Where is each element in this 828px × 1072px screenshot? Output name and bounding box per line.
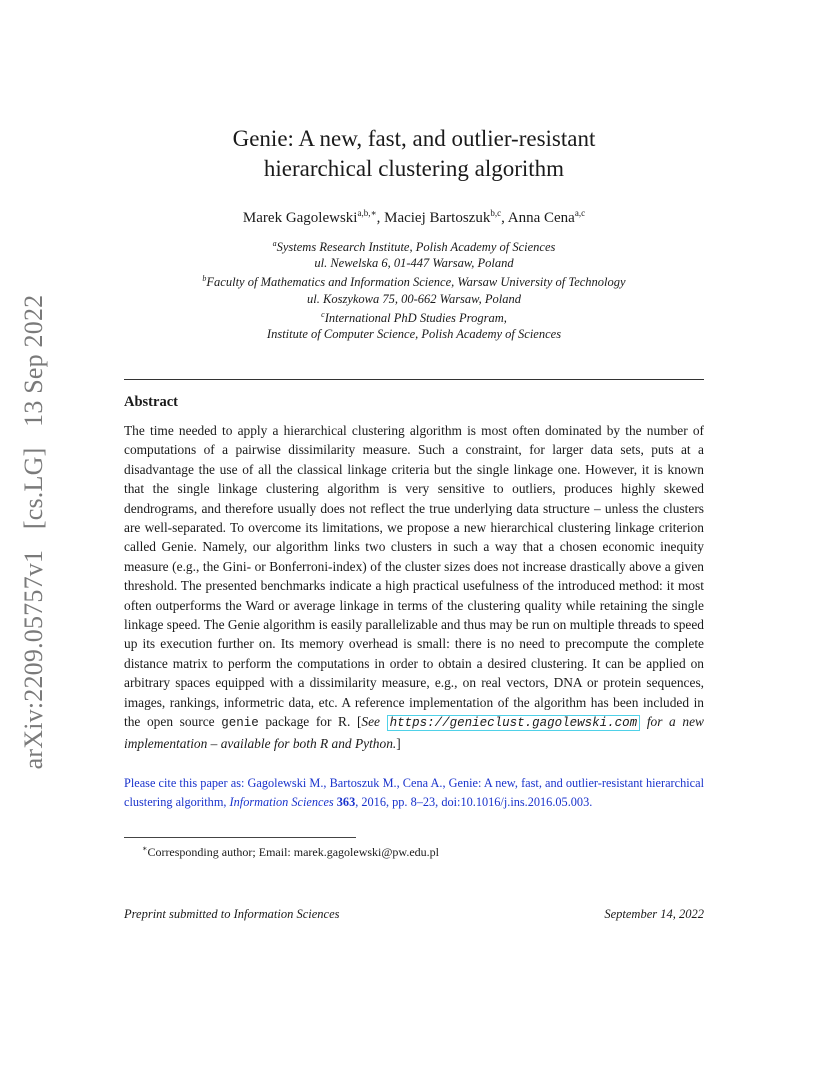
citation-volume: 363 <box>336 795 356 810</box>
author-list <box>124 203 704 228</box>
affiliation-line: ul. Newelska 6, 01-447 Warsaw, Poland <box>314 256 514 271</box>
abstract-tail: for a new implementation – available for both R and Python. <box>124 714 704 751</box>
footnote-mark: ∗ <box>142 844 148 853</box>
abstract-close: ] <box>396 735 401 751</box>
project-url-link[interactable]: https://genieclust.gagolewski.com <box>387 715 641 731</box>
title-line-1: Genie: A new, fast, and outlier-resistant <box>232 126 596 151</box>
affiliation-line: Institute of Computer Science, Polish Academy of Sciences <box>266 327 562 342</box>
footnote-text: Corresponding author; Email: marek.gagolewski@pw.edu.pl <box>147 845 439 859</box>
abstract-heading: Abstract <box>124 394 178 410</box>
see-label: See <box>361 714 381 730</box>
author: Marek Gagolewski$^{a,b,∗}$, <box>242 208 385 226</box>
package-name: genie <box>221 716 259 731</box>
arxiv-date: 13 Sep 2022 <box>19 294 48 427</box>
affiliation-line: $^b$Faculty of Mathematics and Information Science, Warsaw University of Technology <box>202 274 626 290</box>
abstract-after-package: package for R. [ <box>265 714 362 730</box>
arxiv-identifier-stamp <box>19 281 49 770</box>
title-line-2: hierarchical clustering algorithm <box>263 156 565 181</box>
arxiv-category: [cs.LG] <box>19 447 48 530</box>
footer-date: September 14, 2022 <box>604 907 704 921</box>
author: Anna Cena$^{a,c}$ <box>507 208 586 226</box>
affiliation-line: ul. Koszykowa 75, 00-662 Warsaw, Poland <box>307 291 521 306</box>
abstract-text: The time needed to apply a hierarchical clustering algorithm is most often dominated by the number of computations of a pairwise dissimilarity measure. Such a constraint, for larger data sets, puts at a disadvantage the use of all the classical linkage criteria but the single linkage one. However, it is known that the single linkage clustering algorithm is very sensitive to outliers, produces highly skewed dendrograms, and therefore usually does not reflect the true underlying data structure – unless the clusters are well-separated. To overcome its limitations, we propose a new hierarchical clustering linkage criterion called Genie. Namely, our algorithm links two clusters in such a way that a chosen economic inequity measure (e.g., the Gini- or Bonferroni-index) of the cluster sizes does not increase drastically above a given threshold. The presented benchmarks indicate a high practical usefulness of the introduced method: it most often outperforms the Ward or average linkage in terms of the clustering quality while retaining the single linkage speed. The Genie algorithm is easily parallelizable and thus may be run on multiple threads to speed up its execution further on. Its memory overhead is small: there is no need to precompute the complete distance matrix to perform the computations in order to obtain a desired clustering. It can be applied on arbitrary spaces equipped with a dissimilarity measure, e.g., on real vectors, DNA or protein sequences, images, rankings, informetric data, etc. A reference implementation of the algorithm has been included in the open source <box>124 423 704 730</box>
affiliation-line: $^c$International PhD Studies Program, <box>321 309 507 325</box>
arxiv-id: arXiv:2209.05757v1 <box>19 549 48 770</box>
affiliation-list <box>124 236 704 342</box>
citation-note[interactable] <box>124 774 704 813</box>
citation-lead: Please cite this paper as: Gagolewski M., Bartoszuk M., Cena A., Genie: A new, fast, and outlier-resistant hierarchical clustering algorithm, <box>124 776 704 810</box>
footnote-rule <box>124 837 356 838</box>
footer-preprint-note: Preprint submitted to Information Sciences <box>124 907 340 921</box>
paper-title <box>124 124 704 184</box>
affiliation-line: $^a$Systems Research Institute, Polish Academy of Sciences <box>272 239 556 254</box>
citation-journal: Information Sciences <box>229 795 334 810</box>
author-marks: a,c <box>574 208 586 218</box>
author-marks: b,c <box>490 208 502 218</box>
abstract-top-rule <box>124 379 704 380</box>
author-marks: a,b,∗ <box>357 208 377 218</box>
author: Maciej Bartoszuk$^{b,c}$, <box>384 208 508 226</box>
citation-rest: , 2016, pp. 8–23, doi:10.1016/j.ins.2016.05.003. <box>355 795 593 810</box>
abstract-body <box>124 421 704 753</box>
footnote <box>142 841 439 860</box>
